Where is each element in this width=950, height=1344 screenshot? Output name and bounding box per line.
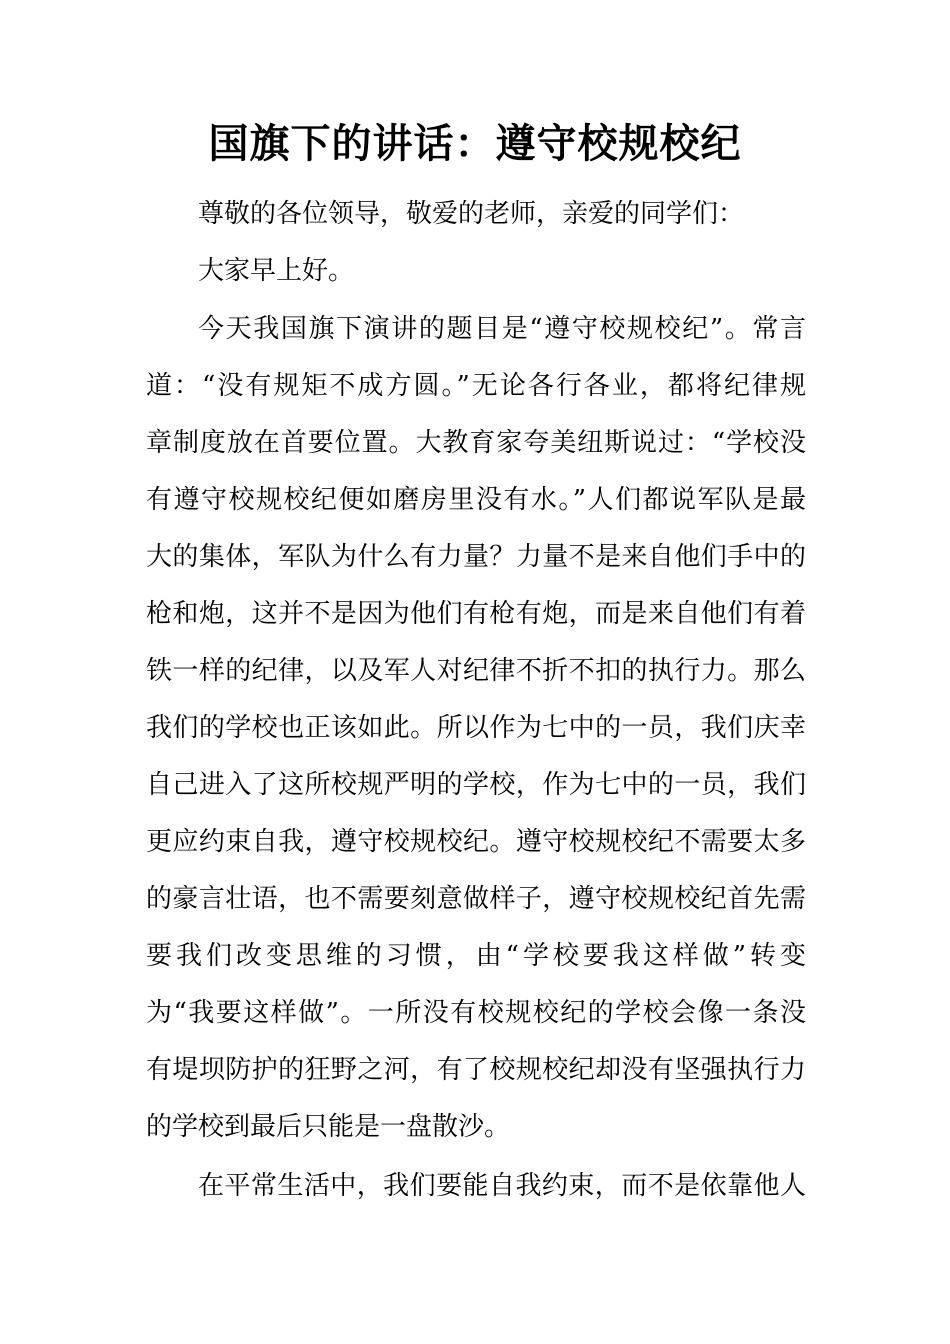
- text-line: 的学校到最后只能是一盘散沙。: [146, 1112, 511, 1142]
- text-line: 铁一样的纪律，以及军人对纪律不折不扣的执行力。那么: [146, 656, 806, 686]
- text-line: 有堤坝防护的狂野之河，有了校规校纪却没有坚强执行力: [146, 1055, 806, 1085]
- text-line: 章制度放在首要位置。大教育家夸美纽斯说过：“学校没: [146, 428, 806, 458]
- text-line: 今天我国旗下演讲的题目是“遵守校规校纪”。常言: [198, 314, 806, 344]
- text-line: 为“我要这样做”。一所没有校规校纪的学校会像一条没: [146, 998, 806, 1028]
- text-line: 在平常生活中，我们要能自我约束，而不是依靠他人: [198, 1171, 806, 1201]
- text-line: 道：“没有规矩不成方圆。”无论各行各业，都将纪律规: [146, 371, 806, 401]
- text-line: 我们的学校也正该如此。所以作为七中的一员，我们庆幸: [146, 713, 806, 743]
- document-title: 国旗下的讲话：遵守校规校纪: [208, 121, 742, 167]
- text-line: 自己进入了这所校规严明的学校，作为七中的一员，我们: [146, 770, 806, 800]
- text-line: 要我们改变思维的习惯，由“学校要我这样做”转变: [146, 941, 806, 971]
- text-line: 有遵守校规校纪便如磨房里没有水。”人们都说军队是最: [146, 485, 806, 515]
- text-line: 更应约束自我，遵守校规校纪。遵守校规校纪不需要太多: [146, 827, 806, 857]
- text-line: 尊敬的各位领导，敬爱的老师，亲爱的同学们：: [198, 199, 745, 229]
- text-line: 大的集体，军队为什么有力量？力量不是来自他们手中的: [146, 542, 806, 572]
- text-line: 的豪言壮语，也不需要刻意做样子，遵守校规校纪首先需: [146, 884, 806, 914]
- text-line: 枪和炮，这并不是因为他们有枪有炮，而是来自他们有着: [146, 599, 806, 629]
- text-line: 大家早上好。: [198, 256, 355, 286]
